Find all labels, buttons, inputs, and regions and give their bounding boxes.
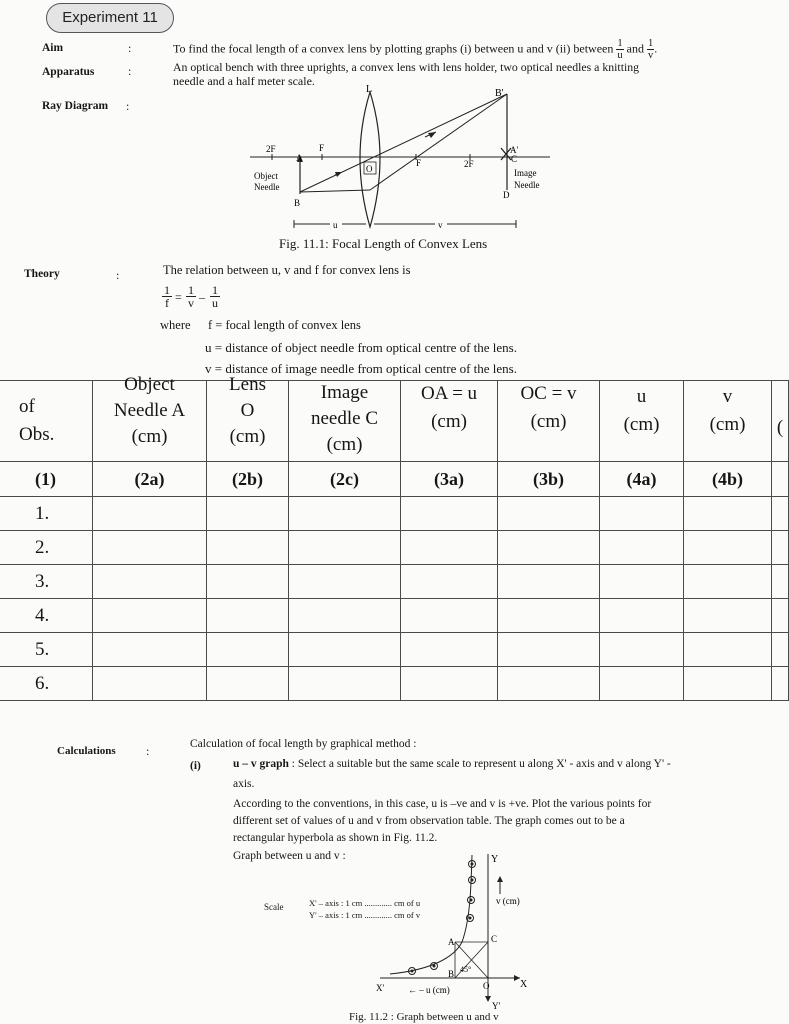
scale-label: Scale — [264, 902, 284, 912]
calc-item-text: : Select a suitable but the same scale to represent u along X' - axis and v along Y' - — [291, 758, 671, 770]
header-line: (cm) — [623, 414, 660, 435]
table-cell[interactable] — [600, 633, 684, 667]
table-cell[interactable] — [207, 531, 289, 565]
apparatus-line-1: An optical bench with three uprights, a convex lens with lens holder, two optical needles a knitting — [173, 60, 640, 74]
def-f: f = focal length of convex lens — [208, 318, 361, 332]
label-B: B — [294, 198, 301, 208]
label-2F-left: 2F — [266, 144, 276, 154]
col-number: (4a) — [600, 462, 684, 497]
label-45-degree: 45° — [460, 965, 472, 974]
header-oc-v — [498, 381, 600, 462]
label-D: D — [503, 190, 510, 200]
calculations-colon: : — [146, 744, 150, 758]
header-line: of — [19, 396, 35, 417]
table-cell[interactable] — [289, 565, 401, 599]
table-row — [0, 531, 789, 565]
label-v-distance: v — [438, 220, 443, 230]
column-number-row — [0, 462, 789, 497]
header-line: Obs. — [19, 424, 55, 445]
table-cell[interactable] — [684, 667, 772, 701]
col-number: (2c) — [289, 462, 401, 497]
table-cell[interactable] — [684, 531, 772, 565]
aim-and: and — [626, 41, 644, 56]
def-v: v = distance of image needle from optical centre of the lens. — [205, 361, 517, 376]
label-image: Image — [514, 168, 537, 178]
eq-num: 1 — [164, 283, 170, 297]
header-line: ( — [776, 417, 784, 438]
label-F-right: F — [416, 158, 422, 168]
theory-line-1: The relation between u, v and f for convex lens is — [163, 263, 411, 277]
table-cell[interactable] — [93, 633, 207, 667]
eq-one-over-v — [186, 284, 196, 309]
col-number — [772, 462, 789, 497]
ray-parallel — [300, 190, 370, 192]
plotted-points — [409, 861, 476, 975]
ray-diagram-caption: Fig. 11.1: Focal Length of Convex Lens — [279, 236, 488, 251]
frac-den: u — [617, 50, 623, 61]
header-line: O — [240, 400, 255, 421]
header-line: (cm) — [229, 426, 266, 447]
header-line: OC = v — [520, 383, 577, 404]
header-cut-off — [772, 381, 789, 462]
aim-text-main: To find the focal length of a convex lens by plotting graphs (i) between u and v (ii) between — [173, 41, 614, 56]
eq-one-over-u — [210, 284, 220, 309]
label-image-needle: Needle — [514, 180, 540, 190]
header-line: (cm) — [431, 411, 467, 432]
header-line: OA = u — [420, 383, 478, 404]
label-B-prime: B' — [495, 88, 504, 99]
header-line: (cm) — [326, 434, 363, 455]
def-u: u = distance of object needle from optical centre of the lens. — [205, 340, 517, 355]
table-cell[interactable] — [401, 497, 498, 531]
table-cell[interactable] — [401, 565, 498, 599]
table-cell[interactable] — [498, 633, 600, 667]
calc-para-1: According to the conventions, in this case, u is –ve and v is +ve. Plot the various points for — [233, 798, 652, 810]
header-oa-u — [401, 381, 498, 462]
table-cell[interactable] — [772, 667, 789, 701]
table-cell[interactable] — [684, 497, 772, 531]
table-cell[interactable] — [401, 531, 498, 565]
table-row — [0, 497, 789, 531]
table-row — [0, 633, 789, 667]
aim-text — [173, 38, 763, 61]
eq-den: f — [165, 296, 169, 310]
header-line: (cm) — [709, 414, 746, 435]
row-number: 2. — [0, 531, 93, 565]
calc-item-title: u – v graph — [233, 758, 289, 770]
eq-den: v — [188, 296, 194, 310]
label-X: X — [520, 979, 528, 990]
table-cell[interactable] — [684, 633, 772, 667]
table-cell[interactable] — [684, 599, 772, 633]
table-cell[interactable] — [93, 497, 207, 531]
aim-end: . — [654, 41, 658, 56]
header-line: Image — [320, 382, 369, 403]
convex-lens — [360, 92, 380, 227]
label-Y-prime: Y' — [492, 1001, 501, 1011]
label-B-graph: B — [448, 969, 455, 979]
header-line: u — [636, 386, 647, 407]
col-number: (2b) — [207, 462, 289, 497]
calc-para-2: different set of values of u and v from observation table. The graph comes out to be a — [233, 815, 625, 827]
uv-graph — [370, 850, 540, 1010]
label-C-graph: C — [491, 934, 498, 944]
table-cell[interactable] — [772, 565, 789, 599]
frac-num: 1 — [647, 38, 654, 49]
aim-colon: : — [128, 41, 132, 55]
table-cell[interactable] — [289, 667, 401, 701]
calc-item-text-2: axis. — [233, 778, 255, 790]
table-row — [0, 667, 789, 701]
apparatus-colon: : — [128, 64, 132, 78]
header-lens — [207, 374, 289, 462]
table-cell[interactable] — [498, 531, 600, 565]
ray-diagram-colon: : — [126, 99, 130, 113]
ray-through-centre — [300, 94, 507, 192]
table-cell[interactable] — [600, 531, 684, 565]
header-line: needle C — [310, 408, 378, 429]
calculations-label: Calculations — [57, 745, 116, 757]
fraction-one-over-u — [616, 38, 623, 61]
table-cell[interactable] — [401, 599, 498, 633]
y-scale-text: Y' – axis : 1 cm ............. cm of v — [309, 910, 421, 920]
table-cell[interactable] — [207, 497, 289, 531]
label-u-cm: ← – u (cm) — [408, 985, 450, 995]
table-cell[interactable] — [289, 633, 401, 667]
header-object-needle — [93, 374, 207, 462]
label-X-prime: X' — [376, 983, 385, 993]
theory-colon: : — [116, 268, 120, 282]
label-L: L — [366, 84, 373, 95]
header-line: Needle A — [113, 400, 186, 421]
row-number: 5. — [0, 633, 93, 667]
eq-num: 1 — [212, 283, 218, 297]
table-cell[interactable] — [401, 667, 498, 701]
graph-title: Graph between u and v : — [233, 850, 346, 862]
table-cell[interactable] — [289, 599, 401, 633]
apparatus-line-2: needle and a half meter scale. — [173, 74, 315, 88]
table-cell[interactable] — [498, 599, 600, 633]
table-cell[interactable] — [93, 599, 207, 633]
table-cell[interactable] — [498, 497, 600, 531]
table-cell[interactable] — [93, 667, 207, 701]
table-cell[interactable] — [498, 667, 600, 701]
graph-caption: Fig. 11.2 : Graph between u and v — [349, 1011, 499, 1023]
table-cell[interactable] — [772, 531, 789, 565]
col-number: (2a) — [93, 462, 207, 497]
calc-para-3: rectangular hyperbola as shown in Fig. 11.2. — [233, 832, 438, 844]
row-number: 6. — [0, 667, 93, 701]
table-row — [0, 565, 789, 599]
table-cell[interactable] — [93, 531, 207, 565]
table-cell[interactable] — [600, 667, 684, 701]
label-A-graph: A — [448, 937, 455, 947]
label-v-cm: v (cm) — [496, 896, 520, 906]
row-number: 3. — [0, 565, 93, 599]
calc-intro: Calculation of focal length by graphical method : — [190, 738, 417, 750]
header-u — [600, 381, 684, 462]
ray-diagram-label: Ray Diagram — [42, 100, 109, 112]
lens-equation — [162, 284, 232, 316]
eq-den: u — [212, 296, 218, 310]
table-cell[interactable] — [600, 497, 684, 531]
eq-minus: – — [199, 290, 205, 304]
header-image-needle — [289, 381, 401, 462]
header-line: Object — [124, 374, 175, 395]
table-row — [0, 599, 789, 633]
table-cell[interactable] — [207, 599, 289, 633]
ray-refracted — [370, 94, 507, 190]
x-scale-text: X' – axis : 1 cm ............. cm of u — [309, 898, 421, 908]
table-cell[interactable] — [600, 599, 684, 633]
frac-den: v — [647, 50, 654, 61]
col-number: (3a) — [401, 462, 498, 497]
col-number: (4b) — [684, 462, 772, 497]
row-number: 4. — [0, 599, 93, 633]
label-Y: Y — [491, 854, 499, 865]
table-cell[interactable] — [600, 565, 684, 599]
table-cell[interactable] — [498, 565, 600, 599]
frac-num: 1 — [617, 38, 623, 49]
label-O: O — [366, 164, 373, 174]
table-cell[interactable] — [401, 633, 498, 667]
table-cell[interactable] — [207, 633, 289, 667]
label-u-distance: u — [333, 220, 338, 230]
header-obs — [0, 381, 93, 462]
table-cell[interactable] — [289, 497, 401, 531]
header-line: v — [722, 386, 733, 407]
calc-item-line — [233, 756, 671, 772]
label-A-prime: A' — [510, 145, 519, 155]
experiment-badge: Experiment 11 — [46, 3, 174, 33]
eq-equals: = — [175, 290, 182, 304]
calc-item-number: (i) — [190, 760, 201, 772]
theory-label: Theory — [24, 268, 60, 280]
row-number: 1. — [0, 497, 93, 531]
where-label: where — [160, 318, 191, 332]
header-line: (cm) — [530, 411, 567, 432]
hyperbola-curve — [390, 855, 472, 974]
table-cell[interactable] — [207, 565, 289, 599]
label-object: Object — [254, 171, 278, 181]
col-number: (3b) — [498, 462, 600, 497]
label-F-left: F — [319, 143, 325, 153]
header-line: (cm) — [131, 426, 168, 447]
table-header-row — [0, 381, 789, 462]
table-cell[interactable] — [772, 497, 789, 531]
table-cell[interactable] — [772, 633, 789, 667]
table-cell[interactable] — [772, 599, 789, 633]
ray-diagram-figure — [240, 82, 560, 234]
label-O-graph: O — [483, 981, 490, 991]
label-object-needle: Needle — [254, 182, 280, 192]
table-cell[interactable] — [93, 565, 207, 599]
label-2F-right: 2F — [464, 159, 474, 169]
aim-label: Aim — [42, 42, 64, 54]
table-cell[interactable] — [684, 565, 772, 599]
table-cell[interactable] — [289, 531, 401, 565]
header-v — [684, 381, 772, 462]
col-number: (1) — [0, 462, 93, 497]
observation-table — [0, 374, 789, 701]
label-A: A — [296, 153, 303, 163]
table-cell[interactable] — [207, 667, 289, 701]
eq-one-over-f — [162, 284, 172, 309]
label-C: C — [511, 154, 518, 164]
header-line: Lens — [229, 374, 266, 395]
eq-num: 1 — [188, 283, 194, 297]
apparatus-label: Apparatus — [42, 66, 95, 78]
